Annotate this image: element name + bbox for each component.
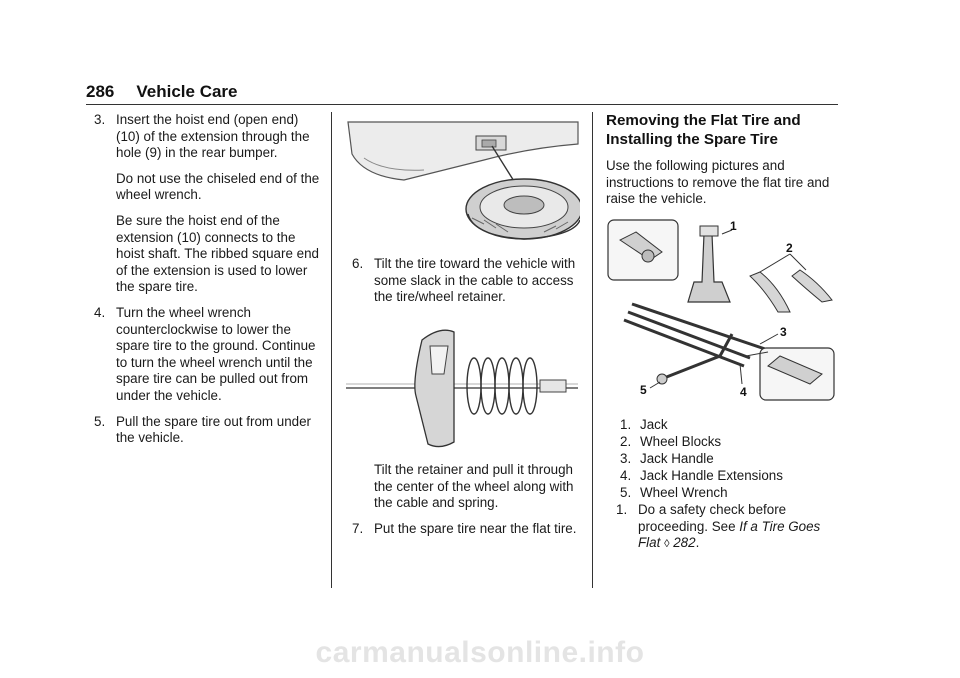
legend-item: [620, 450, 840, 467]
step-number: 4.: [94, 304, 106, 320]
step-4: [94, 305, 320, 405]
column-3-top: [606, 112, 836, 208]
watermark: [0, 636, 960, 670]
section-title: Vehicle Care: [136, 82, 238, 101]
legend-item: [620, 433, 840, 450]
period: .: [695, 535, 700, 551]
column-1: [94, 112, 320, 447]
legend-number: 3.: [620, 451, 632, 466]
callout-4: 4: [740, 385, 747, 399]
step-text: Tilt the tire toward the vehicle with some slack in the cable to access the tire/wheel retainer.: [374, 256, 576, 305]
step-text: Do a safety check before proceeding. See: [638, 502, 787, 534]
legend-label: Wheel Blocks: [640, 434, 722, 449]
legend-number: 5.: [620, 485, 632, 500]
step-number: 5.: [94, 413, 106, 429]
column-divider-1: [331, 112, 332, 588]
callout-1: 1: [730, 219, 737, 233]
legend-item: [620, 484, 840, 501]
legend-label: Jack Handle Extensions: [640, 468, 783, 483]
step-text: Turn the wheel wrench counterclockwise to lower the spare tire to the ground. Continue to turn the wheel wrench until the spare tire can be pulled out from under the vehicle.: [116, 304, 316, 403]
spare-tire-figure: [344, 114, 580, 244]
legend-label: Jack Handle: [640, 451, 714, 466]
step-7: [352, 521, 580, 538]
legend-number: 4.: [620, 468, 632, 483]
page-header: [86, 82, 238, 102]
jack-tools-figure: [600, 216, 838, 406]
legend-label: Wheel Wrench: [640, 485, 728, 500]
step-number: 3.: [94, 112, 106, 127]
step-1: [616, 502, 840, 553]
intro-text: Use the following pictures and instructions to remove the flat tire and raise the vehicle.: [606, 158, 830, 207]
retainer-spring-figure: [344, 322, 580, 452]
callout-3: 3: [780, 325, 787, 339]
step-text: Put the spare tire near the flat tire.: [374, 520, 577, 536]
column-2-bottom: [352, 462, 580, 537]
header-rule: [86, 104, 838, 105]
legend-item: [620, 416, 840, 433]
legend-label: Jack: [640, 417, 668, 432]
page-ref-icon: ◊: [664, 538, 670, 551]
legend-item: [620, 467, 840, 484]
legend-number: 2.: [620, 434, 632, 449]
step-3: [94, 112, 320, 162]
section-heading: Removing the Flat Tire and Installing the Spare Tire: [606, 112, 801, 148]
step-text: Pull the spare tire out from under the vehicle.: [116, 413, 312, 446]
column-2-top: [352, 256, 578, 306]
step-6: [352, 256, 578, 306]
page-reference[interactable]: 282: [673, 535, 696, 551]
step-text: Insert the hoist end (open end) (10) of the extension through the hole (9) in the rear bumper.: [116, 112, 310, 161]
parts-legend: [620, 416, 840, 501]
page-number: 286: [86, 82, 115, 101]
cross-reference-link[interactable]: If a Tire Goes Flat: [638, 518, 821, 551]
callout-5: 5: [640, 383, 647, 397]
legend-number: 1.: [620, 417, 632, 432]
step-number: 7.: [352, 520, 364, 536]
step-3-note-2: Be sure the hoist end of the extension (10) connects to the hoist shaft. The ribbed square end of the extension is used to lower the spare tire.: [116, 212, 319, 295]
step-5: [94, 414, 320, 447]
watermark-text: carmanualsonline.info: [315, 636, 645, 669]
column-3-bottom: [616, 502, 840, 553]
step-number: 1.: [616, 502, 628, 517]
step-number: 6.: [352, 256, 364, 271]
callout-2: 2: [786, 241, 793, 255]
step-3-note-1: Do not use the chiseled end of the wheel wrench.: [116, 170, 320, 203]
retainer-note: Tilt the retainer and pull it through the center of the wheel along with the cable and spring.: [374, 462, 574, 511]
column-divider-2: [592, 112, 593, 588]
